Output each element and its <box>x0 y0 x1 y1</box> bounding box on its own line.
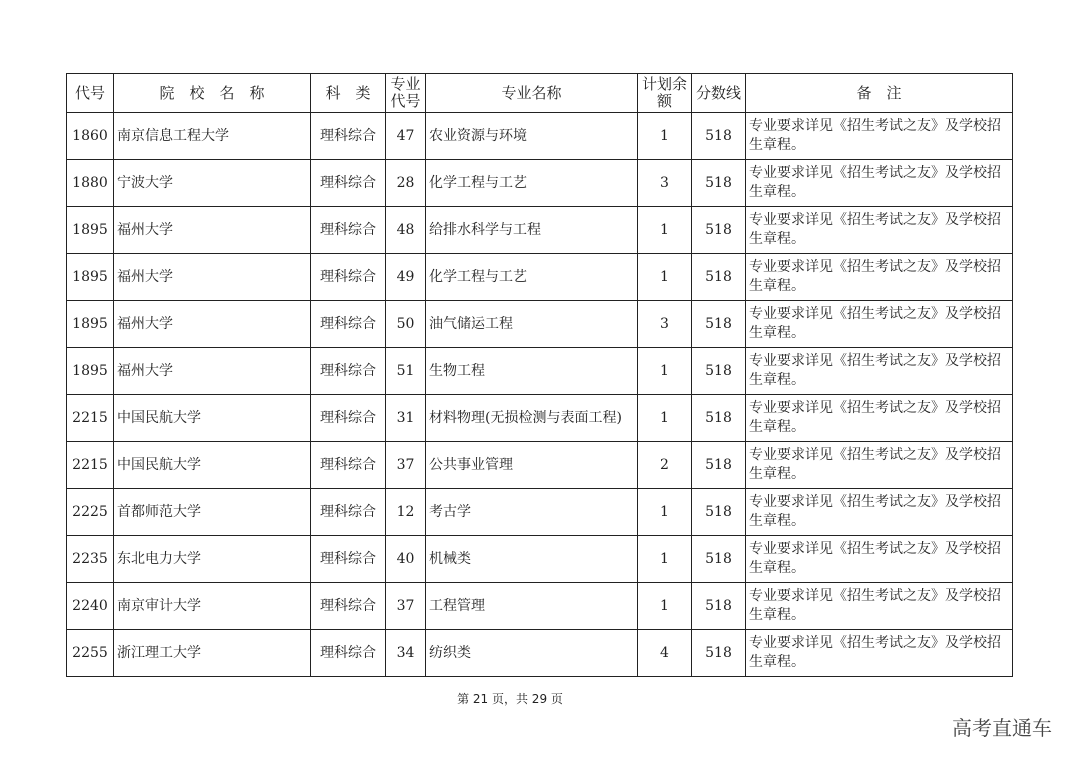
cell-code: 2255 <box>67 630 114 677</box>
cell-category: 理科综合 <box>311 254 386 301</box>
cell-major: 纺织类 <box>426 630 638 677</box>
cell-note: 专业要求详见《招生考试之友》及学校招生章程。 <box>746 254 1013 301</box>
cell-category: 理科综合 <box>311 160 386 207</box>
cell-category: 理科综合 <box>311 395 386 442</box>
cell-major-code: 48 <box>386 207 426 254</box>
cell-category: 理科综合 <box>311 442 386 489</box>
cell-major-code: 51 <box>386 348 426 395</box>
cell-note: 专业要求详见《招生考试之友》及学校招生章程。 <box>746 395 1013 442</box>
cell-school: 福州大学 <box>114 254 311 301</box>
cell-major: 化学工程与工艺 <box>426 254 638 301</box>
cell-category: 理科综合 <box>311 207 386 254</box>
header-score: 分数线 <box>692 74 746 113</box>
cell-major-code: 31 <box>386 395 426 442</box>
page-number-text: 第 21 页，共 29 页 <box>457 692 563 706</box>
cell-score: 518 <box>692 630 746 677</box>
cell-major-code: 37 <box>386 442 426 489</box>
header-code: 代号 <box>67 74 114 113</box>
cell-remaining: 2 <box>638 442 692 489</box>
cell-category: 理科综合 <box>311 489 386 536</box>
cell-score: 518 <box>692 348 746 395</box>
cell-score: 518 <box>692 536 746 583</box>
cell-remaining: 3 <box>638 301 692 348</box>
header-note: 备 注 <box>746 74 1013 113</box>
cell-note: 专业要求详见《招生考试之友》及学校招生章程。 <box>746 207 1013 254</box>
cell-code: 2215 <box>67 442 114 489</box>
cell-category: 理科综合 <box>311 113 386 160</box>
cell-school: 南京信息工程大学 <box>114 113 311 160</box>
cell-code: 1860 <box>67 113 114 160</box>
cell-school: 中国民航大学 <box>114 395 311 442</box>
table-row <box>67 113 1013 160</box>
cell-note: 专业要求详见《招生考试之友》及学校招生章程。 <box>746 536 1013 583</box>
cell-remaining: 1 <box>638 583 692 630</box>
table-row <box>67 630 1013 677</box>
cell-school: 宁波大学 <box>114 160 311 207</box>
cell-school: 福州大学 <box>114 301 311 348</box>
cell-score: 518 <box>692 113 746 160</box>
cell-major-code: 40 <box>386 536 426 583</box>
admission-table <box>66 73 1013 677</box>
cell-major: 化学工程与工艺 <box>426 160 638 207</box>
cell-code: 2235 <box>67 536 114 583</box>
cell-score: 518 <box>692 207 746 254</box>
cell-note: 专业要求详见《招生考试之友》及学校招生章程。 <box>746 301 1013 348</box>
brand-label: 高考直通车 <box>952 716 1052 740</box>
cell-note: 专业要求详见《招生考试之友》及学校招生章程。 <box>746 113 1013 160</box>
cell-major-code: 28 <box>386 160 426 207</box>
table-row <box>67 254 1013 301</box>
cell-remaining: 1 <box>638 395 692 442</box>
cell-category: 理科综合 <box>311 348 386 395</box>
table-row <box>67 442 1013 489</box>
cell-note: 专业要求详见《招生考试之友》及学校招生章程。 <box>746 489 1013 536</box>
cell-major: 农业资源与环境 <box>426 113 638 160</box>
cell-code: 1895 <box>67 254 114 301</box>
cell-school: 中国民航大学 <box>114 442 311 489</box>
cell-score: 518 <box>692 583 746 630</box>
table-row <box>67 301 1013 348</box>
cell-note: 专业要求详见《招生考试之友》及学校招生章程。 <box>746 348 1013 395</box>
table-row <box>67 395 1013 442</box>
cell-remaining: 1 <box>638 207 692 254</box>
cell-major-code: 12 <box>386 489 426 536</box>
table-row <box>67 536 1013 583</box>
cell-major-code: 49 <box>386 254 426 301</box>
cell-score: 518 <box>692 489 746 536</box>
cell-school: 浙江理工大学 <box>114 630 311 677</box>
cell-code: 2240 <box>67 583 114 630</box>
cell-major: 生物工程 <box>426 348 638 395</box>
cell-remaining: 4 <box>638 630 692 677</box>
header-school: 院 校 名 称 <box>114 74 311 113</box>
cell-note: 专业要求详见《招生考试之友》及学校招生章程。 <box>746 442 1013 489</box>
cell-score: 518 <box>692 160 746 207</box>
cell-code: 1895 <box>67 348 114 395</box>
cell-major-code: 50 <box>386 301 426 348</box>
cell-school: 南京审计大学 <box>114 583 311 630</box>
cell-major-code: 37 <box>386 583 426 630</box>
cell-category: 理科综合 <box>311 301 386 348</box>
cell-major: 工程管理 <box>426 583 638 630</box>
cell-note: 专业要求详见《招生考试之友》及学校招生章程。 <box>746 583 1013 630</box>
cell-category: 理科综合 <box>311 630 386 677</box>
cell-school: 首都师范大学 <box>114 489 311 536</box>
header-major-code: 专业代号 <box>386 74 426 113</box>
cell-category: 理科综合 <box>311 583 386 630</box>
table-row <box>67 160 1013 207</box>
cell-major: 给排水科学与工程 <box>426 207 638 254</box>
cell-code: 1880 <box>67 160 114 207</box>
cell-code: 1895 <box>67 301 114 348</box>
cell-school: 福州大学 <box>114 207 311 254</box>
cell-category: 理科综合 <box>311 536 386 583</box>
cell-major: 油气储运工程 <box>426 301 638 348</box>
table-row <box>67 489 1013 536</box>
cell-remaining: 1 <box>638 536 692 583</box>
table-row <box>67 348 1013 395</box>
cell-note: 专业要求详见《招生考试之友》及学校招生章程。 <box>746 630 1013 677</box>
cell-score: 518 <box>692 442 746 489</box>
cell-major-code: 47 <box>386 113 426 160</box>
cell-score: 518 <box>692 301 746 348</box>
cell-major: 机械类 <box>426 536 638 583</box>
cell-remaining: 1 <box>638 113 692 160</box>
header-category: 科 类 <box>311 74 386 113</box>
cell-school: 福州大学 <box>114 348 311 395</box>
page-number <box>0 690 1080 707</box>
header-remaining: 计划余额 <box>638 74 692 113</box>
cell-score: 518 <box>692 254 746 301</box>
cell-code: 2225 <box>67 489 114 536</box>
cell-remaining: 1 <box>638 254 692 301</box>
cell-school: 东北电力大学 <box>114 536 311 583</box>
cell-remaining: 1 <box>638 489 692 536</box>
cell-note: 专业要求详见《招生考试之友》及学校招生章程。 <box>746 160 1013 207</box>
header-row <box>67 74 1013 113</box>
cell-remaining: 1 <box>638 348 692 395</box>
table-row <box>67 583 1013 630</box>
header-major: 专业名称 <box>426 74 638 113</box>
cell-score: 518 <box>692 395 746 442</box>
table-row <box>67 207 1013 254</box>
cell-remaining: 3 <box>638 160 692 207</box>
cell-code: 2215 <box>67 395 114 442</box>
cell-major: 考古学 <box>426 489 638 536</box>
cell-major-code: 34 <box>386 630 426 677</box>
cell-major: 材料物理(无损检测与表面工程) <box>426 395 638 442</box>
cell-major: 公共事业管理 <box>426 442 638 489</box>
cell-code: 1895 <box>67 207 114 254</box>
